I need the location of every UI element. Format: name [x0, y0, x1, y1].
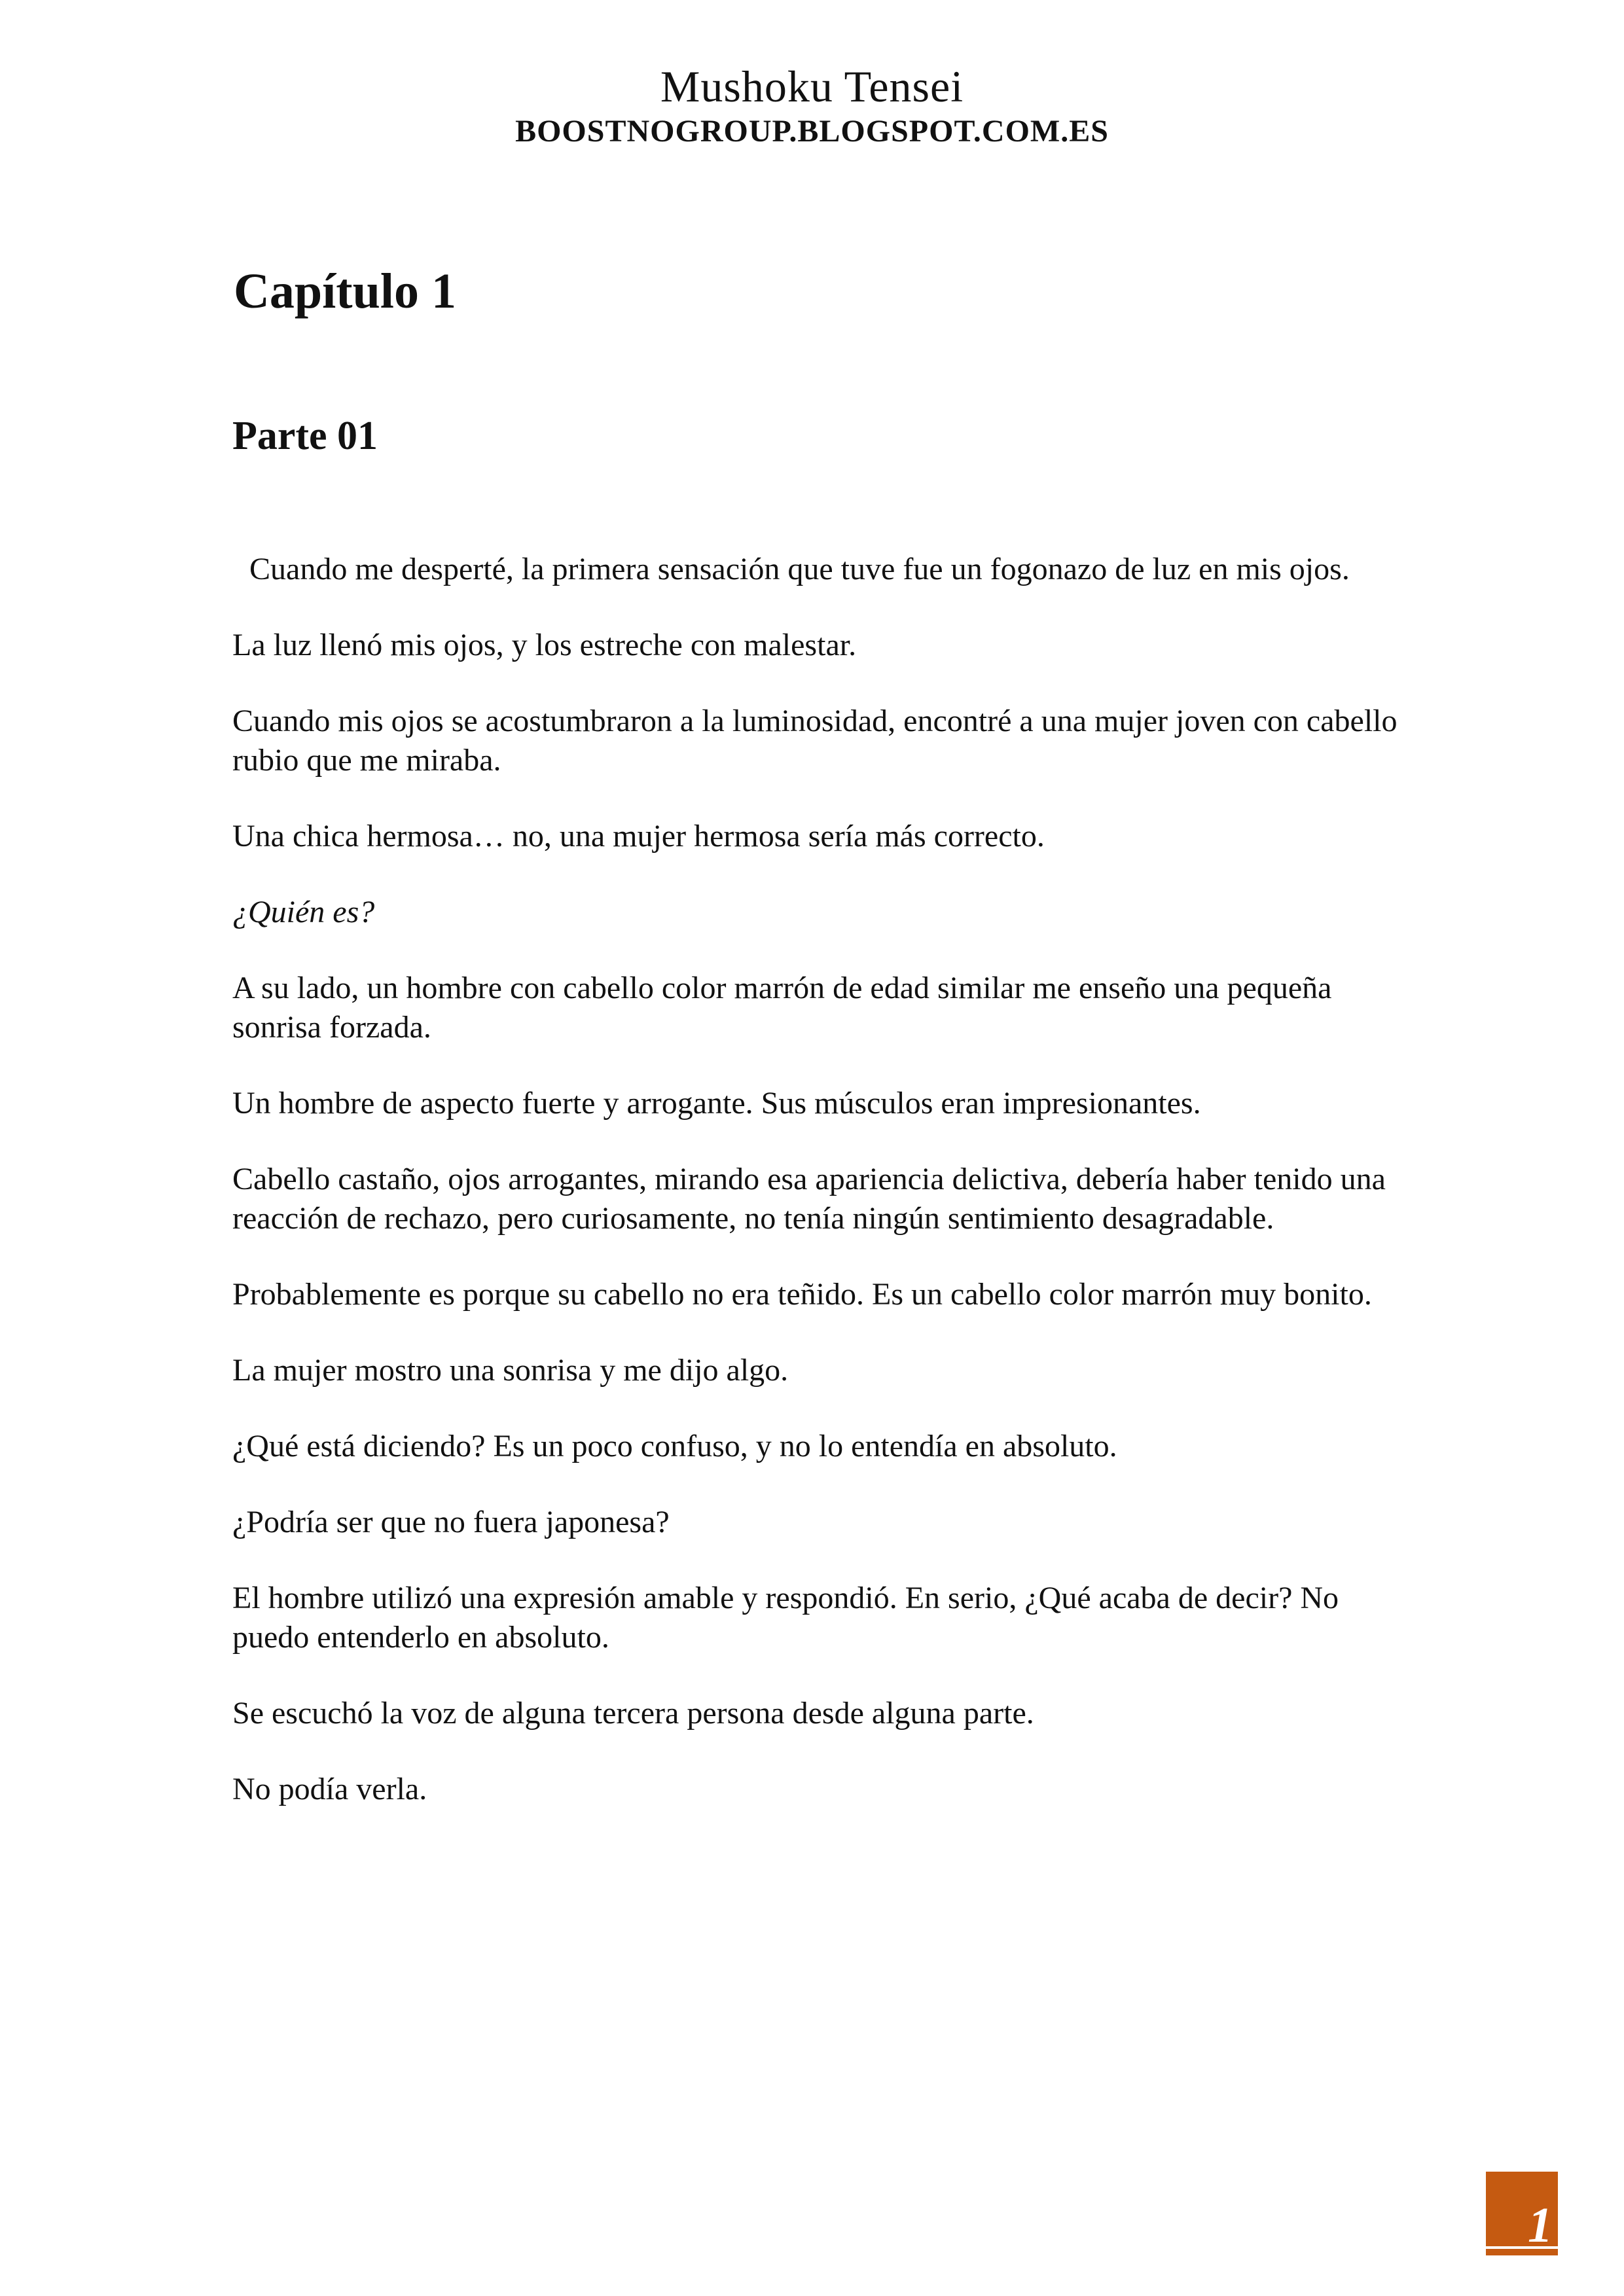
site-url: BOOSTNOGROUP.BLOGSPOT.COM.ES — [515, 114, 1109, 149]
paragraph: La luz llenó mis ojos, y los estreche con malestar. — [232, 628, 857, 662]
chapter-body — [232, 550, 1411, 1846]
part-title: Parte 01 — [232, 414, 378, 458]
paragraph: La mujer mostro una sonrisa y me dijo algo. — [232, 1353, 789, 1388]
paragraph: Se escuchó la voz de alguna tercera persona desde alguna parte. — [232, 1696, 1034, 1731]
paragraph: Cuando me desperté, la primera sensación que tuve fue un fogonazo de luz en mis ojos. — [249, 552, 1350, 586]
paragraph: Un hombre de aspecto fuerte y arrogante. Sus músculos eran impresionantes. — [232, 1086, 1201, 1121]
chapter-title: Capítulo 1 — [234, 264, 456, 319]
paragraph: Una chica hermosa… no, una mujer hermosa sería más correcto. — [232, 819, 1045, 853]
page-number-badge — [1486, 2172, 1558, 2255]
paragraph: ¿Qué está diciendo? Es un poco confuso, y no lo entendía en absoluto. — [232, 1429, 1117, 1463]
paragraph: Cuando mis ojos se acostumbraron a la luminosidad, encontré a una mujer joven con cabello rubio que me miraba. — [232, 704, 1398, 778]
paragraph: No podía verla. — [232, 1772, 427, 1806]
paragraph: Cabello castaño, ojos arrogantes, mirando esa apariencia delictiva, debería haber tenido una reacción de rechazo, pero curiosamente, no tenía ningún sentimiento desagradable. — [232, 1162, 1386, 1236]
book-title: Mushoku Tensei — [660, 62, 964, 111]
paragraph: Probablemente es porque su cabello no era teñido. Es un cabello color marrón muy bonito. — [232, 1277, 1372, 1312]
page-header — [0, 60, 1624, 151]
paragraph-thought: ¿Quién es? — [232, 895, 375, 929]
paragraph: El hombre utilizó una expresión amable y respondió. En serio, ¿Qué acaba de decir? No puedo entenderlo en absoluto. — [232, 1581, 1339, 1655]
page-number: 1 — [1528, 2198, 1553, 2253]
paragraph: ¿Podría ser que no fuera japonesa? — [232, 1505, 670, 1539]
paragraph: A su lado, un hombre con cabello color marrón de edad similar me enseño una pequeña sonrisa forzada. — [232, 971, 1332, 1045]
